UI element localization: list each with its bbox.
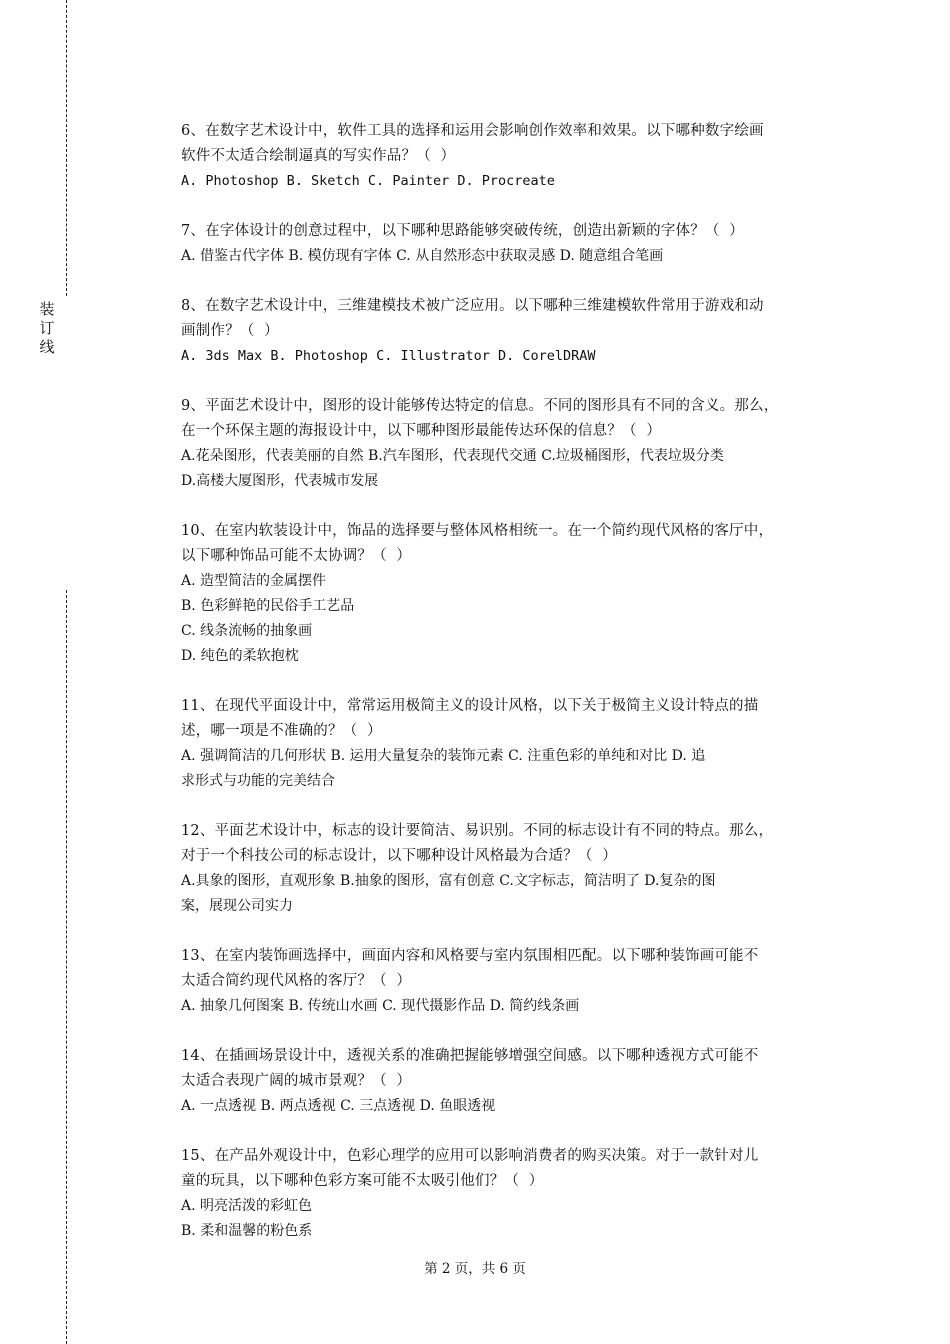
question-stem-line: 7、在字体设计的创意过程中，以下哪种思路能够突破传统，创造出新颖的字体？（ ） [181, 223, 744, 239]
question-stem-line: 11、在现代平面设计中，常常运用极简主义的设计风格，以下关于极简主义设计特点的描 [181, 698, 759, 714]
question-stem-line: 太适合表现广阔的城市景观？（ ） [181, 1073, 412, 1089]
question-option-line: A. 明亮活泼的彩虹色 [181, 1198, 313, 1214]
question-stem-line: 8、在数字艺术设计中，三维建模技术被广泛应用。以下哪种三维建模软件常用于游戏和动 [181, 298, 764, 314]
question-option-line: A. 3ds Max B. Photoshop C. Illustrator D. CorelDRAW [181, 348, 596, 364]
question-stem-line: 12、平面艺术设计中，标志的设计要简洁、易识别。不同的标志设计有不同的特点。那么， [181, 823, 774, 839]
question-option-line: A. 借鉴古代字体 B. 模仿现有字体 C. 从自然形态中获取灵感 D. 随意组合笔画 [181, 248, 664, 264]
question-stem [181, 944, 847, 994]
question-options [181, 1094, 847, 1119]
question-item [181, 1144, 847, 1244]
page-footer: 第 2 页，共 6 页 [424, 1261, 526, 1277]
question-stem [181, 819, 847, 869]
question-stem-line: 童的玩具，以下哪种色彩方案可能不太吸引他们？（ ） [181, 1173, 544, 1189]
question-stem-line: 述，哪一项是不准确的？（ ） [181, 723, 382, 739]
question-option-line: A. 抽象几何图案 B. 传统山水画 C. 现代摄影作品 D. 简约线条画 [181, 998, 580, 1014]
question-options [181, 744, 847, 794]
question-option-line: B. 柔和温馨的粉色系 [181, 1223, 313, 1239]
question-option-line: D.高楼大厦图形，代表城市发展 [181, 473, 379, 489]
question-stem [181, 119, 847, 169]
question-options [181, 169, 847, 194]
question-options [181, 1194, 847, 1244]
question-options [181, 569, 847, 669]
question-option-line: 求形式与功能的完美结合 [181, 773, 335, 789]
question-stem [181, 694, 847, 744]
question-stem [181, 1044, 847, 1094]
question-option-line: A.花朵图形，代表美丽的自然 B.汽车图形，代表现代交通 C.垃圾桶图形，代表垃圾分类 [181, 448, 724, 464]
question-stem-line: 6、在数字艺术设计中，软件工具的选择和运用会影响创作效率和效果。以下哪种数字绘画 [181, 123, 764, 139]
question-item [181, 119, 847, 194]
question-stem [181, 1144, 847, 1194]
question-option-line: A. 强调简洁的几何形状 B. 运用大量复杂的装饰元素 C. 注重色彩的单纯和对比 D. 追 [181, 748, 706, 764]
question-list [181, 119, 847, 1269]
question-option-line: 案，展现公司实力 [181, 898, 293, 914]
binding-label [36, 300, 58, 357]
question-options [181, 244, 847, 269]
binding-label-char: 订 [39, 319, 55, 337]
question-option-line: A.具象的图形，直观形象 B.抽象的图形，富有创意 C.文字标志，简洁明了 D.复杂的图 [181, 873, 716, 889]
question-option-line: A. 一点透视 B. 两点透视 C. 三点透视 D. 鱼眼透视 [181, 1098, 496, 1114]
question-stem [181, 519, 847, 569]
question-item [181, 1044, 847, 1119]
question-options [181, 344, 847, 369]
question-item [181, 394, 847, 494]
binding-line-top [66, 0, 67, 296]
question-item [181, 694, 847, 794]
question-item [181, 819, 847, 919]
question-options [181, 994, 847, 1019]
question-stem-line: 软件不太适合绘制逼真的写实作品？（ ） [181, 148, 456, 164]
question-option-line: D. 纯色的柔软抱枕 [181, 648, 299, 664]
question-options [181, 869, 847, 919]
binding-line-bottom [66, 590, 67, 1344]
question-stem [181, 219, 847, 244]
question-item [181, 519, 847, 669]
question-stem [181, 394, 847, 444]
question-option-line: A. Photoshop B. Sketch C. Painter D. Procreate [181, 173, 555, 189]
question-stem-line: 在一个环保主题的海报设计中，以下哪种图形最能传达环保的信息？（ ） [181, 423, 662, 439]
question-stem-line: 对于一个科技公司的标志设计，以下哪种设计风格最为合适？（ ） [181, 848, 617, 864]
question-stem-line: 画制作？（ ） [181, 323, 279, 339]
question-options [181, 444, 847, 494]
question-stem-line: 太适合简约现代风格的客厅？（ ） [181, 973, 412, 989]
question-item [181, 219, 847, 269]
binding-label-char: 装 [39, 300, 55, 318]
question-stem-line: 10、在室内软装设计中，饰品的选择要与整体风格相统一。在一个简约现代风格的客厅中， [181, 523, 774, 539]
question-stem [181, 294, 847, 344]
question-stem-line: 14、在插画场景设计中，透视关系的准确把握能够增强空间感。以下哪种透视方式可能不 [181, 1048, 759, 1064]
question-item [181, 944, 847, 1019]
question-stem-line: 9、平面艺术设计中，图形的设计能够传达特定的信息。不同的图形具有不同的含义。那么， [181, 398, 779, 414]
question-stem-line: 13、在室内装饰画选择中，画面内容和风格要与室内氛围相匹配。以下哪种装饰画可能不 [181, 948, 759, 964]
question-option-line: B. 色彩鲜艳的民俗手工艺品 [181, 598, 355, 614]
binding-label-char: 线 [39, 338, 55, 356]
question-option-line: C. 线条流畅的抽象画 [181, 623, 313, 639]
question-option-line: A. 造型简洁的金属摆件 [181, 573, 327, 589]
question-item [181, 294, 847, 369]
question-stem-line: 以下哪种饰品可能不太协调？（ ） [181, 548, 412, 564]
question-stem-line: 15、在产品外观设计中，色彩心理学的应用可以影响消费者的购买决策。对于一款针对儿 [181, 1148, 759, 1164]
